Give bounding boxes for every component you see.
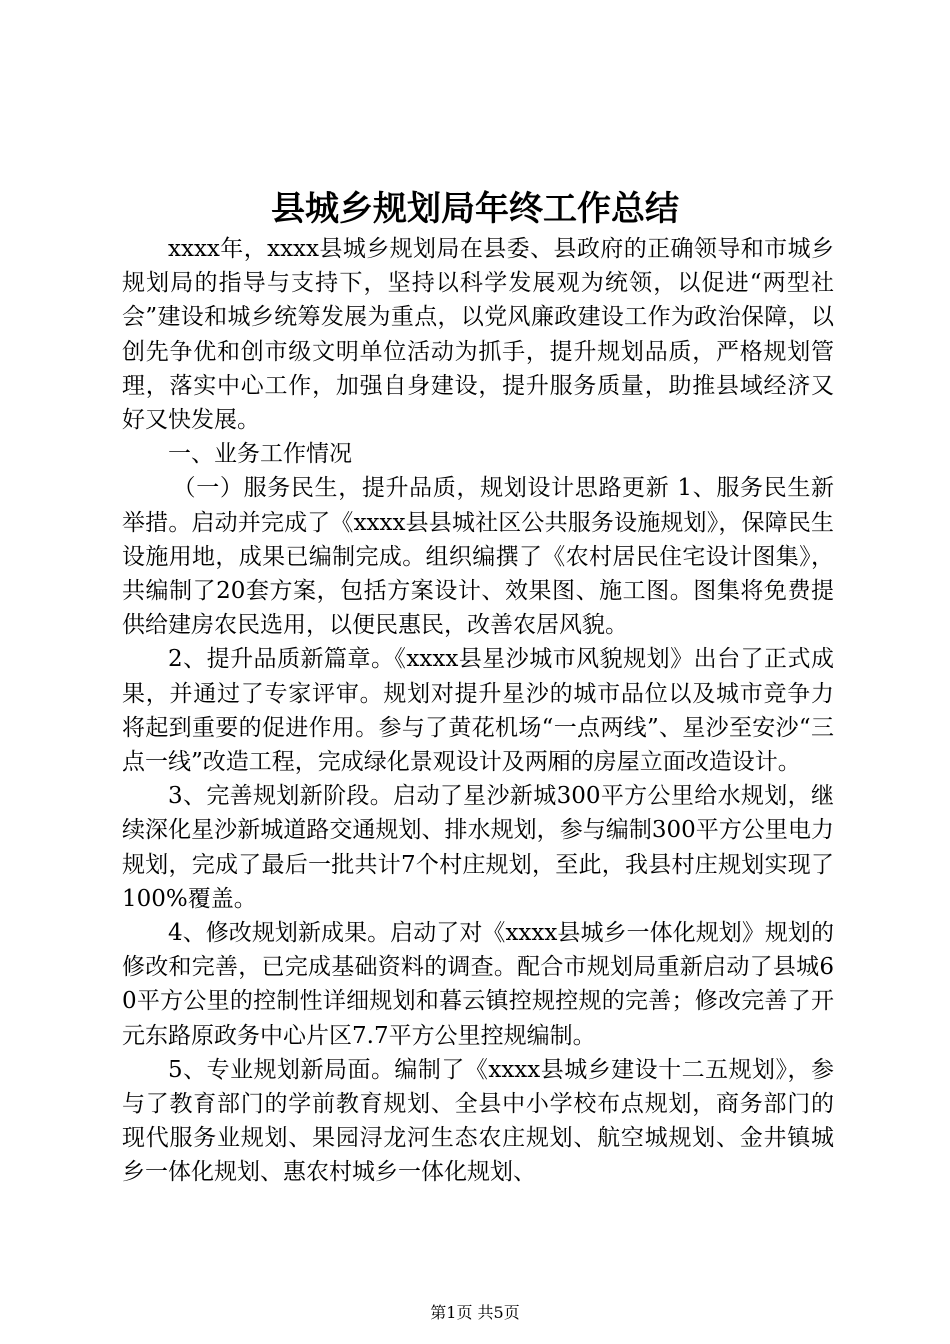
document-body [122,232,834,1190]
section-heading: 一、业务工作情况 [168,441,352,468]
document-title: 县城乡规划局年终工作总结 [271,189,679,229]
page-number-footer: 第1页 共5页 [430,1303,520,1322]
paragraph-item-2: 2、提升品质新篇章。《xxxx县星沙城市风貌规划》出台了正式成果，并通过了专家评审。规划对提升星沙的城市品位以及城市竞争力将起到重要的促进作用。参与了黄花机场“一点两线”、星沙至安沙“三点一线”改造工程，完成绿化景观设计及两厢的房屋立面改造设计。 [122,646,834,776]
paragraph-item-1: （一）服务民生，提升品质，规划设计思路更新 1、服务民生新举措。启动并完成了《xxxx县县城社区公共服务设施规划》，保障民生设施用地，成果已编制完成。组织编撰了《农村居民住宅设计图集》，共编制了20套方案，包括方案设计、效果图、施工图。图集将免费提供给建房农民选用，以便民惠民，改善农居风貌。 [122,475,834,639]
paragraph-item-4: 4、修改规划新成果。启动了对《xxxx县城乡一体化规划》规划的修改和完善，已完成基础资料的调查。配合市规划局重新启动了县城60平方公里的控制性详细规划和暮云镇控规控规的完善；修改完善了开元东路原政务中心片区7.7平方公里控规编制。 [122,920,834,1049]
paragraph-intro: xxxx年，xxxx县城乡规划局在县委、县政府的正确领导和市城乡规划局的指导与支持下，坚持以科学发展观为统领，以促进“两型社会”建设和城乡统筹发展为重点，以党风廉政建设工作为政治保障，以创先争优和创市级文明单位活动为抓手，提升规划品质，严格规划管理，落实中心工作，加强自身建设，提升服务质量，助推县域经济又好又快发展。 [122,236,834,434]
paragraph-item-5: 5、专业规划新局面。编制了《xxxx县城乡建设十二五规划》，参与了教育部门的学前教育规划、全县中小学校布点规划，商务部门的现代服务业规划、果园浔龙河生态农庄规划、航空城规划、金井镇城乡一体化规划、惠农村城乡一体化规划、 [122,1056,834,1186]
paragraph-item-3: 3、完善规划新阶段。启动了星沙新城300平方公里给水规划，继续深化星沙新城道路交通规划、排水规划，参与编制300平方公里电力规划，完成了最后一批共计7个村庄规划，至此，我县村庄规划实现了100%覆盖。 [122,783,834,912]
